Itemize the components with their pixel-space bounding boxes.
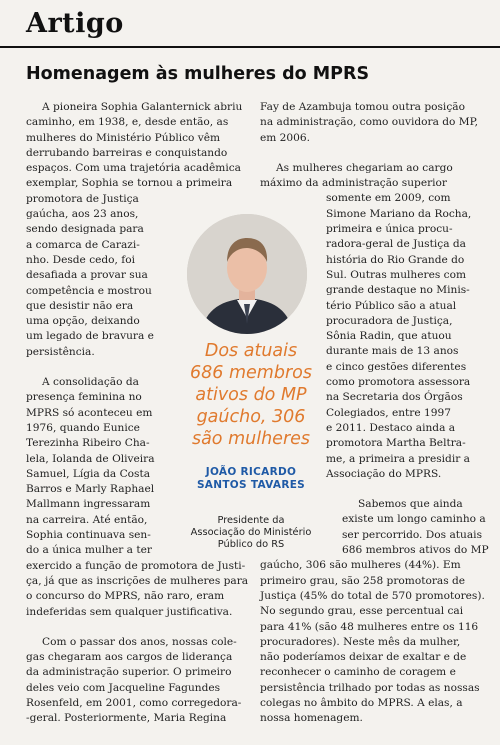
text-line: ser percorrido. Dos atuais [342,528,482,541]
text-line: na carreira. Até então, [26,513,148,526]
text-line: exemplar, Sophia se tornou a primeira [26,177,233,190]
pull-quote-line: gaúcho, 306 [196,407,306,427]
text-line: indeferidas sem qualquer justificativa. [26,605,233,618]
text-line: Samuel, Lígia da Costa [26,467,151,480]
text-line: Justiça (45% do total de 570 promotores). [260,589,485,602]
text-line: Colegiados, entre 1997 [326,406,451,419]
text-line: presença feminina no [26,391,142,404]
text-line: lela, Iolanda de Oliveira [26,452,155,465]
text-line: Mallmann ingressaram [26,498,151,511]
text-line: existe um longo caminho a [342,513,486,526]
text-line: Sabemos que ainda [358,498,463,511]
text-line: Fay de Azambuja tomou outra posição [260,101,465,113]
pull-quote-line: Dos atuais [204,341,298,361]
text-line: mulheres do Ministério Público vêm [26,131,221,144]
article-headline: Homenagem às mulheres do MPRS [26,64,370,84]
text-line: grande destaque no Minis- [326,284,470,297]
text-line: -geral. Posteriormente, Maria Regina [26,712,227,725]
text-line: o concurso do MPRS, não raro, eram [26,590,225,603]
text-line: Rosenfeld, em 2001, como corregedora- [26,696,242,709]
text-line: colegas no âmbito do MPRS. A elas, a [260,696,463,709]
text-line: primeira e única procu- [326,223,453,236]
text-line: persistência trilhado por todas as nossas [260,681,480,694]
text-line: Simone Mariano da Rocha, [326,207,472,220]
text-line: Terezinha Ribeiro Cha- [26,437,150,450]
text-line: As mulheres chegariam ao cargo [276,161,453,174]
text-line: gaúcha, aos 23 anos, [26,208,139,221]
text-line: na administração, como ouvidora do MP, [260,116,478,129]
text-line: 1976, quando Eunice [26,421,140,434]
text-line: procuradores). Neste mês da mulher, [260,635,461,648]
text-line: da administração superior. O primeiro [26,666,232,679]
text-line: a comarca de Carazi- [26,238,140,251]
text-line: tério Público são a atual [326,299,457,312]
text-line: procuradora de Justiça, [326,314,453,327]
text-line: reconhecer o caminho de coragem e [260,666,456,679]
text-line: durante mais de 13 anos [326,345,459,358]
text-line: somente em 2009, com [326,192,451,205]
text-line: MPRS só aconteceu em [26,406,153,419]
text-line: como promotora assessora [326,376,471,389]
paragraph [260,100,482,146]
text-line: Associação do MPRS. [326,467,442,480]
text-line: e 2011. Destaco ainda a [326,421,456,434]
section-rule [0,46,500,48]
text-line: nossa homenagem. [260,712,363,725]
text-line: caminho, em 1938, e, desde então, as [26,116,229,129]
text-line: espaços. Com uma trajetória acadêmica [26,162,241,175]
text-line: deles veio com Jacqueline Fagundes [26,681,221,694]
text-line: uma opção, deixando [26,315,140,328]
text-line: promotora de Justiça [26,192,139,205]
text-line: Com o passar dos anos, nossas cole- [42,635,237,648]
text-line: do a única mulher a ter [26,544,152,557]
text-line: máximo da administração superior [260,177,447,190]
text-line: que desistir não era [26,299,134,312]
text-line: não poderíamos deixar de exaltar e de [260,651,467,664]
author-name-line: SANTOS TAVARES [196,479,306,491]
text-line: gaúcho, 306 são mulheres (44%). Em [260,559,461,572]
text-line: A consolidação da [42,376,139,389]
text-line: sendo designada para [26,223,144,236]
author-name-line: JOÃO RICARDO [205,466,297,478]
text-line: nho. Desde cedo, foi [26,253,135,266]
text-line: No segundo grau, esse percentual cai [260,605,464,618]
text-line: competência e mostrou [26,284,152,297]
text-line: ça, já que as inscrições de mulheres para [26,574,249,587]
text-line: desafiada a provar sua [26,269,148,282]
text-line: Sophia continuava sen- [26,529,151,542]
pull-quote [160,340,342,450]
text-line: promotora Martha Beltra- [326,437,466,450]
author-portrait-icon [187,214,307,334]
text-line: em 2006. [260,131,311,144]
text-line: primeiro grau, são 258 promotoras de [260,574,466,587]
text-line: A pioneira Sophia Galanternick abriu [42,101,243,113]
text-line: derrubando barreiras e conquistando [26,146,228,159]
paragraph [26,635,258,727]
text-line: 686 membros ativos do MP [342,544,489,557]
author-role [175,515,327,551]
text-line: na Secretaria dos Órgãos [326,391,463,404]
text-line: radora-geral de Justiça da [326,238,466,251]
text-line: exercido a função de promotora de Justi- [26,559,246,572]
text-line: Sônia Radin, que atuou [326,330,452,343]
author-photo [187,214,307,334]
pull-quote-line: ativos do MP [195,385,307,405]
text-line: me, a primeira a presidir a [326,452,470,465]
author-role-line: Presidente da [217,515,285,526]
author-role-line: Associação do Ministério [190,527,312,538]
author-role-line: Público do RS [217,539,285,550]
section-label: Artigo [26,8,124,39]
pull-quote-line: são mulheres [191,429,311,449]
text-line: história do Rio Grande do [326,253,465,266]
text-line: gas chegaram aos cargos de liderança [26,651,233,664]
text-line: Sul. Outras mulheres com [326,268,466,281]
text-line: para 41% (são 48 mulheres entre os 116 [260,620,479,633]
text-line: e cinco gestões diferentes [326,360,467,373]
text-line: persistência. [26,345,95,358]
text-line: um legado de bravura e [26,330,154,343]
author-name [160,466,342,492]
pull-quote-line: 686 membros [190,363,312,383]
text-line: Barros e Marly Raphael [26,483,155,496]
